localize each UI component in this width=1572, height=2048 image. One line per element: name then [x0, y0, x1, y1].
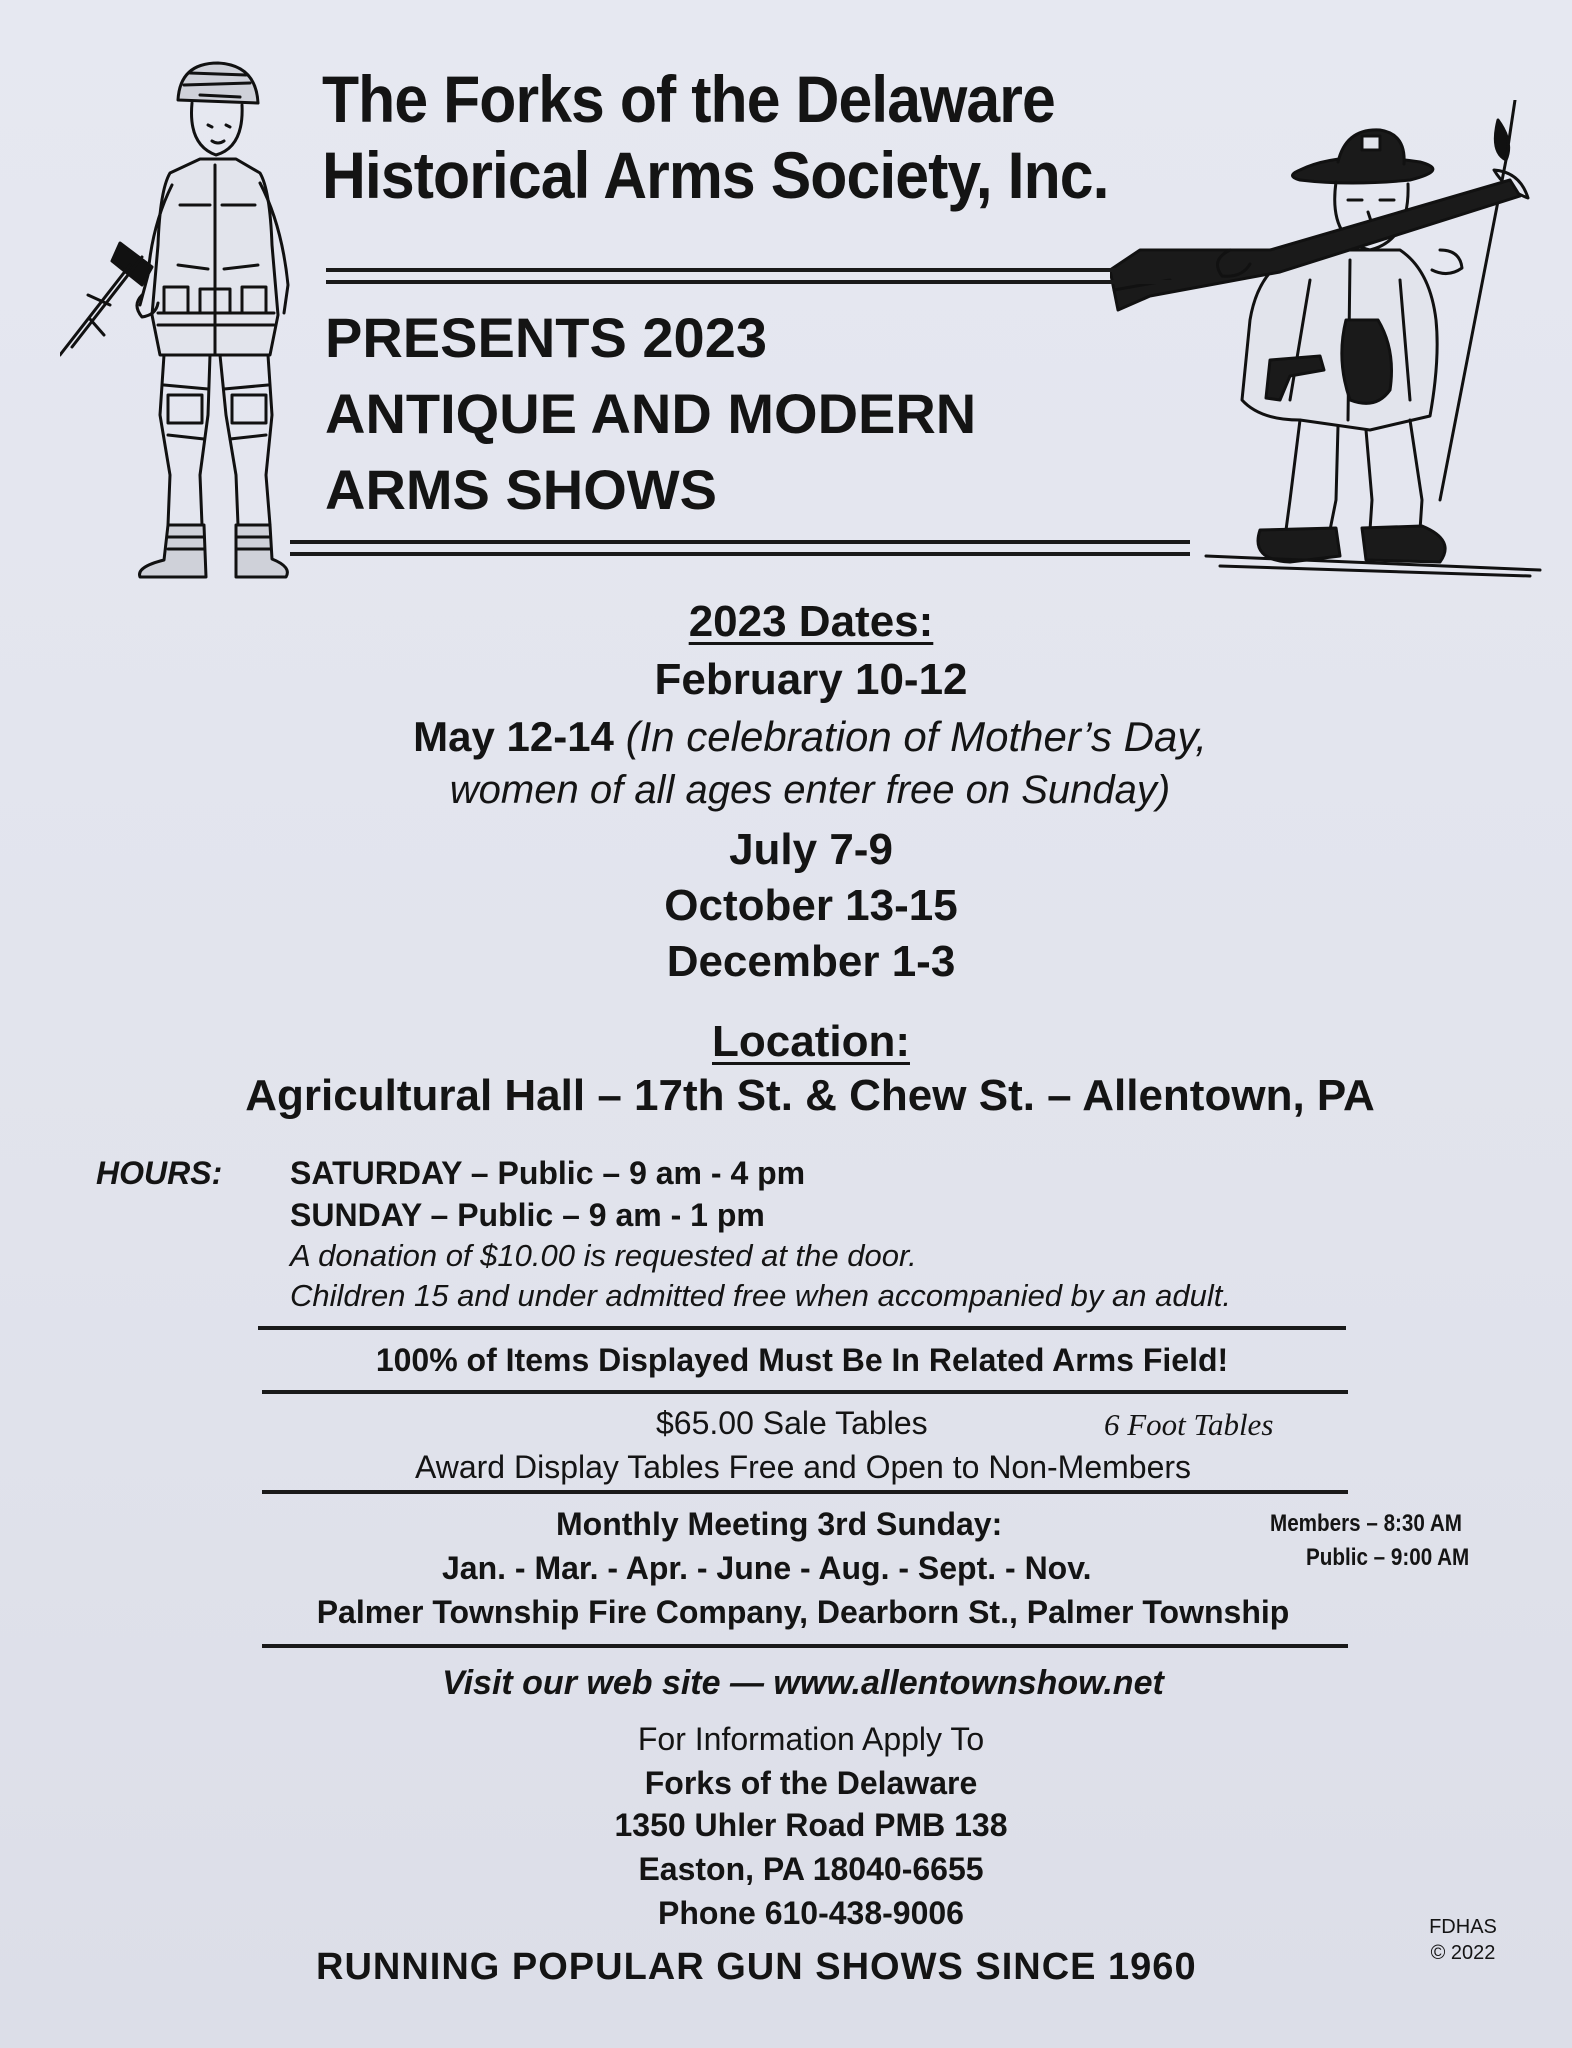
- date-february: February 10-12: [654, 655, 968, 704]
- presents-heading: [325, 300, 1145, 528]
- date-october: October 13-15: [664, 881, 958, 930]
- soldier-illustration: [60, 55, 320, 585]
- footer-tagline: RUNNING POPULAR GUN SHOWS SINCE 1960: [316, 1946, 1197, 1988]
- meeting-public-time: Public – 9:00 AM: [1306, 1544, 1470, 1571]
- title-rule-top: [326, 268, 1196, 272]
- table-size: 6 Foot Tables: [1104, 1407, 1274, 1442]
- date-may-note-continued: women of all ages enter free on Sunday): [449, 768, 1171, 812]
- colonial-figure-illustration: [1110, 100, 1550, 580]
- location-heading: Location:: [712, 1017, 910, 1066]
- presents-line-3: ARMS SHOWS: [325, 458, 717, 521]
- presents-rule-top: [290, 540, 1190, 544]
- contact-phone: Phone 610-438-9006: [658, 1895, 964, 1931]
- date-december: December 1-3: [666, 937, 956, 986]
- divider-4: [262, 1644, 1348, 1648]
- contact-street: 1350 Uhler Road PMB 138: [614, 1807, 1008, 1843]
- divider-3: [262, 1490, 1348, 1494]
- hours-saturday: SATURDAY – Public – 9 am - 4 pm: [290, 1155, 806, 1191]
- contact-city: Easton, PA 18040-6655: [638, 1851, 984, 1887]
- award-tables: Award Display Tables Free and Open to Non-Members: [414, 1449, 1192, 1485]
- presents-line-1: PRESENTS 2023: [325, 306, 767, 369]
- footer-credit-line-2: © 2022: [1430, 1942, 1496, 1964]
- hours-children: Children 15 and under admitted free when accompanied by an adult.: [290, 1278, 1231, 1313]
- items-notice: 100% of Items Displayed Must Be In Related Arms Field!: [375, 1342, 1229, 1378]
- presents-rule-bottom: [290, 552, 1190, 556]
- contact-org: Forks of the Delaware: [644, 1765, 978, 1801]
- meeting-months: Jan. - Mar. - Apr. - June - Aug. - Sept. - Nov.: [442, 1550, 1092, 1586]
- hours-donation: A donation of $10.00 is requested at the door.: [290, 1238, 917, 1273]
- location-address: Agricultural Hall – 17th St. & Chew St. – Allentown, PA: [245, 1071, 1375, 1120]
- sale-tables: $65.00 Sale Tables: [656, 1405, 928, 1441]
- hours-sunday: SUNDAY – Public – 9 am - 1 pm: [290, 1197, 765, 1233]
- date-may: May 12-14: [413, 713, 614, 760]
- divider-2: [262, 1390, 1348, 1394]
- date-may-note: (In celebration of Mother’s Day,: [625, 713, 1207, 760]
- presents-line-2: ANTIQUE AND MODERN: [325, 382, 977, 445]
- website-link[interactable]: Visit our web site — www.allentownshow.net: [442, 1664, 1164, 1702]
- hours-label: HOURS:: [96, 1155, 223, 1191]
- date-may-row: [250, 710, 1370, 764]
- society-title-line-1: The Forks of the Delaware: [322, 62, 1055, 136]
- divider-1: [258, 1326, 1346, 1330]
- footer-credit: [1408, 1914, 1518, 1966]
- date-july: July 7-9: [729, 825, 893, 874]
- dates-heading: 2023 Dates:: [688, 597, 934, 646]
- meeting-title: Monthly Meeting 3rd Sunday:: [556, 1506, 1003, 1542]
- title-rule-bottom: [326, 280, 1196, 284]
- footer-credit-line-1: FDHAS: [1429, 1916, 1497, 1938]
- meeting-place: Palmer Township Fire Company, Dearborn St., Palmer Township: [316, 1594, 1290, 1630]
- meeting-members-time: Members – 8:30 AM: [1270, 1510, 1462, 1537]
- society-title-line-2: Historical Arms Society, Inc.: [322, 138, 1109, 212]
- contact-intro: For Information Apply To: [637, 1721, 985, 1757]
